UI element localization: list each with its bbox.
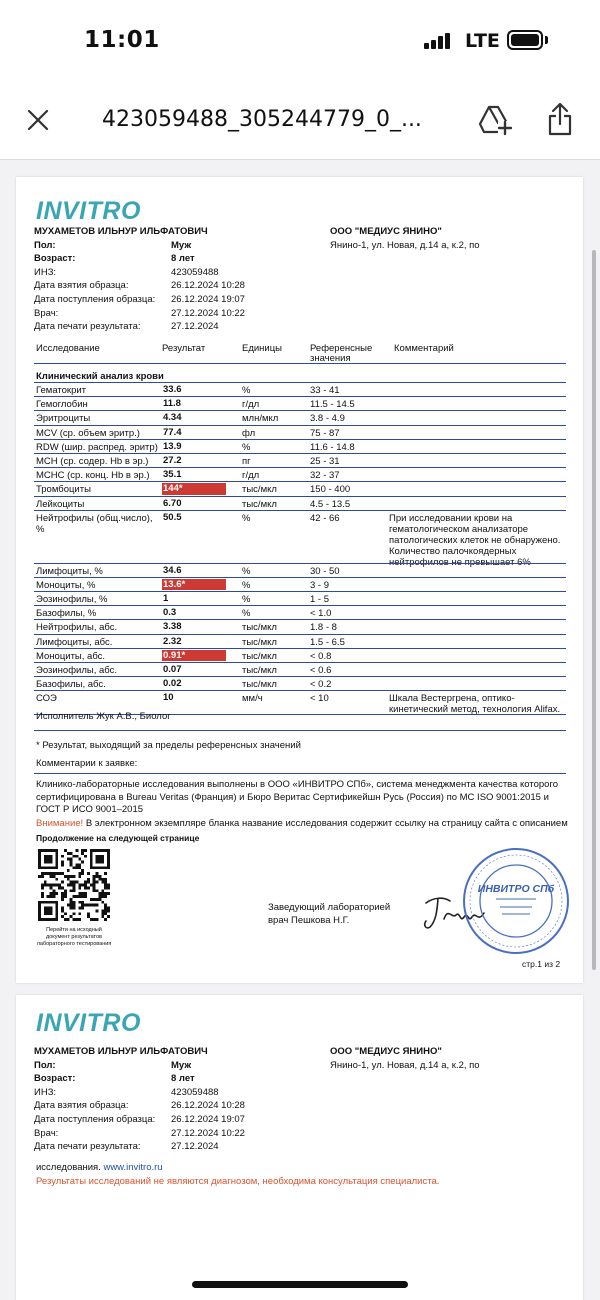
result-row [34,619,566,633]
result-name[interactable]: MCHC (ср. конц. Hb в эр.) [36,470,150,482]
network-label: LTE [465,30,500,52]
result-name[interactable]: Тромбоциты [36,484,91,496]
patient-field-value: 423059488 [171,1086,219,1098]
patient-field [34,293,324,307]
result-name[interactable]: Лимфоциты, % [36,565,103,577]
result-reference: 25 - 31 [310,455,340,467]
result-reference: 75 - 87 [310,427,340,439]
patient-info [34,225,324,334]
result-reference: < 1.0 [310,608,332,620]
result-value: 33.6 [163,384,182,395]
result-comment: При исследовании крови на гематологическом анализаторе патологических клеток не обнаружено. Количество палочкоядерных нейтрофилов не превышает 6% [389,512,561,568]
result-reference: < 0.8 [310,650,332,662]
patient-field-label: Дата поступления образца: [34,293,156,305]
header-study: Исследование [36,343,100,354]
lab-info [330,225,570,252]
footnote: * Результат, выходящий за пределы референсных значений [36,740,301,751]
qr-caption: Перейти на исходный документ результатов лабораторного тестирования [36,927,112,947]
result-name[interactable]: Гемоглобин [36,399,88,411]
result-name[interactable]: Нейтрофилы (общ.число), % [36,512,153,535]
page-number: стр.1 из 2 [522,959,561,969]
result-name[interactable]: Нейтрофилы, абс. [36,622,118,634]
header-result: Результат [162,343,206,354]
result-reference: 4.5 - 13.5 [310,498,351,510]
head-of-lab-name: врач Пешкова Н.Г. [268,914,350,926]
document-page-2 [16,995,583,1300]
result-value: 0.02 [163,678,182,690]
battery-icon [507,30,543,50]
result-unit: % [242,512,251,524]
patient-field-value: 26.12.2024 10:28 [171,280,245,292]
result-name[interactable]: СОЭ [36,693,57,705]
patient-field-value: 27.12.2024 [171,1141,219,1153]
patient-field [34,279,324,293]
result-row [34,439,566,453]
patient-field-value: 27.12.2024 10:22 [171,307,245,319]
result-name[interactable]: Базофилы, абс. [36,679,106,691]
result-value: 50.5 [163,511,182,523]
result-name[interactable]: MCV (ср. объем эритр.) [36,427,140,439]
patient-field-value: 26.12.2024 10:28 [171,1100,245,1112]
patient-field-label: Дата взятия образца: [34,1100,129,1112]
patient-field [34,1127,324,1141]
patient-name: МУХАМЕТОВ ИЛЬНУР ИЛЬФАТОВИЧ [34,226,208,237]
patient-field-label: ИНЗ: [34,1086,57,1098]
result-name[interactable]: MCH (ср. содер. Hb в эр.) [36,455,149,467]
patient-name: МУХАМЕТОВ ИЛЬНУР ИЛЬФАТОВИЧ [34,1046,208,1057]
patient-field-label: Пол: [34,239,56,251]
document-page-1 [16,177,583,983]
invitro-logo: INVITRO [36,197,141,225]
result-name[interactable]: RDW (шир. распред. эритр) [36,441,158,453]
patient-field-label: Дата печати результата: [34,321,141,333]
header-reference: Референсные значения [310,343,373,364]
result-unit: мм/ч [242,693,263,705]
close-icon[interactable] [26,108,50,132]
patient-field-label: Возраст: [34,1073,76,1085]
result-value: 2.32 [163,635,182,647]
result-row [34,563,566,577]
result-value: 1 [163,593,169,605]
result-unit: тыс/мкл [242,665,277,676]
result-unit: г/дл [242,470,260,482]
lab-address: Янино-1, ул. Новая, д.14 а, к.2, по [330,1059,480,1071]
results-table-header [34,340,566,364]
home-indicator[interactable] [192,1281,408,1288]
result-reference: 11.6 - 14.8 [310,441,355,453]
patient-field [34,1099,324,1113]
result-reference: 32 - 37 [310,470,340,482]
patient-field-value: 27.12.2024 [171,321,219,333]
lab-name: ООО "МЕДИУС ЯНИНО" [330,1046,442,1057]
result-unit: г/дл [242,399,260,411]
result-unit: пг [242,455,251,467]
result-value: 144* [162,483,226,495]
patient-field-value: 8 лет [171,1073,195,1085]
result-row [34,481,566,495]
patient-field [34,1072,324,1086]
attention-text: В электронном экземпляре бланка название исследования содержит ссылку на страницу сайта с описанием [83,818,568,829]
result-unit: % [242,441,251,453]
result-value: 13.9 [163,440,182,452]
add-to-drive-icon[interactable] [478,104,512,136]
result-reference: < 10 [310,693,329,705]
patient-field-label: Дата взятия образца: [34,280,129,292]
continued-note: Продолжение на следующей странице [36,833,200,843]
patient-field-label: Дата печати результата: [34,1141,141,1153]
result-row [34,662,566,676]
site-line-prefix: исследования. [36,1162,104,1173]
result-value: 0.07 [163,664,182,675]
result-value: 34.6 [163,564,182,576]
result-row [34,676,566,690]
result-reference: 33 - 41 [310,385,340,396]
result-unit: тыс/мкл [242,636,277,648]
result-name[interactable]: Эритроциты [36,413,91,425]
patient-info [34,1045,324,1154]
section-title: Клинический анализ крови [36,371,164,382]
result-value: 0.91* [162,650,226,662]
patient-field-label: Врач: [34,1127,59,1139]
patient-field-value: 423059488 [171,266,219,278]
result-reference: < 0.6 [310,665,332,676]
signal-icon [424,33,454,49]
result-name[interactable]: Моноциты, % [36,579,96,591]
patient-field [34,1059,324,1073]
result-row [34,510,566,568]
result-reference: 150 - 400 [310,484,351,496]
lab-address: Янино-1, ул. Новая, д.14 а, к.2, по [330,239,480,251]
scrollbar[interactable] [592,250,596,970]
result-value: 3.38 [163,621,182,633]
patient-field-value: 26.12.2024 19:07 [171,1113,245,1125]
patient-field-value: 26.12.2024 19:07 [171,293,245,305]
patient-field-label: ИНЗ: [34,266,57,278]
header-units: Единицы [242,343,283,354]
result-value: 11.8 [163,398,181,410]
result-value: 4.34 [163,412,182,424]
result-row [34,425,566,439]
patient-field [34,307,324,321]
result-reference: 1 - 5 [310,594,330,606]
result-value: 13.6* [162,579,226,591]
patient-field-value: 27.12.2024 10:22 [171,1127,245,1139]
patient-field [34,1140,324,1154]
result-row [34,648,566,662]
result-unit: тыс/мкл [242,650,277,662]
result-name[interactable]: Эозинофилы, % [36,594,108,606]
patient-field-value: Муж [171,239,192,251]
result-value: 35.1 [163,469,182,481]
head-of-lab-title: Заведующий лабораторией [268,902,391,913]
result-reference: 30 - 50 [310,565,340,577]
result-name[interactable]: Гематокрит [36,385,87,396]
result-value: 77.4 [163,426,182,438]
executor: Исполнитель Жук А.В., Биолог [36,711,171,722]
result-row [34,396,566,410]
result-reference: < 0.2 [310,679,332,691]
result-unit: тыс/мкл [242,498,277,510]
result-unit: млн/мкл [242,413,279,425]
patient-field [34,1113,324,1127]
result-unit: тыс/мкл [242,679,277,691]
patient-field-label: Возраст: [34,253,76,265]
document-viewport[interactable] [0,161,600,1300]
result-unit: тыс/мкл [242,484,277,496]
result-unit: % [242,579,251,591]
viewer-header [0,80,600,160]
patient-field-label: Пол: [34,1059,56,1071]
stamp-text: ИНВИТРО СПб [477,883,555,895]
result-row [34,634,566,648]
result-row [34,577,566,591]
patient-field [34,239,324,253]
patient-field [34,320,324,334]
attention-label: Внимание! [36,818,84,829]
lab-name: ООО "МЕДИУС ЯНИНО" [330,226,442,237]
patient-field-label: Врач: [34,307,59,319]
lab-stamp [460,845,572,957]
patient-field [34,266,324,280]
result-reference: 3 - 9 [310,579,330,591]
results-table [34,382,566,715]
result-unit: % [242,565,251,577]
result-unit: % [242,608,251,620]
patient-field [34,1086,324,1100]
certification-text: Клинико-лабораторные исследования выполнены в ООО «ИНВИТРО СПб», система менеджмента качества которого сертифицирована в Bureau Veritas (Франция) и Бюро Веритас Сертификейшн Русь (Россия) по МС ISO 9001:2015 и ГОСТ Р ИСО 9001–2015 [36,779,558,815]
site-link[interactable]: www.invitro.ru [103,1162,163,1173]
result-reference: 42 - 66 [310,512,340,524]
result-row [34,410,566,424]
result-row [34,382,566,396]
disclaimer: Результаты исследований не являются диагнозом, необходима консультация специалиста. [36,1176,440,1187]
result-reference: 11.5 - 14.5 [310,399,355,411]
site-line [36,1162,163,1175]
result-value: 0.3 [163,607,177,619]
result-unit: % [242,385,251,396]
result-row [34,496,566,510]
patient-field-value: Муж [171,1059,192,1071]
lab-info [330,1045,570,1072]
result-value: 6.70 [163,497,182,509]
header-comment: Комментарий [394,343,454,354]
status-bar [0,0,600,80]
result-comment: Шкала Вестергрена, оптико-кинетический метод, технология Alifax. [389,693,561,716]
head-of-lab [268,902,390,927]
qr-code[interactable] [38,849,110,921]
result-row [34,467,566,481]
result-row [34,453,566,467]
result-row [34,591,566,605]
comments-label: Комментарии к заявке: [36,758,138,769]
result-name[interactable]: Базофилы, % [36,608,97,620]
patient-field-label: Дата поступления образца: [34,1113,156,1125]
result-name[interactable]: Лейкоциты [36,498,85,510]
invitro-logo: INVITRO [36,1009,141,1037]
result-reference: 3.8 - 4.9 [310,413,345,425]
result-name[interactable]: Лимфоциты, абс. [36,636,113,648]
result-unit: фл [242,427,256,439]
result-unit: % [242,594,251,606]
result-name[interactable]: Эозинофилы, абс. [36,665,117,676]
attention-line [36,818,576,831]
result-value: 27.2 [163,454,182,466]
result-row [34,605,566,619]
share-icon[interactable] [547,102,573,136]
result-reference: 1.5 - 6.5 [310,636,345,648]
result-reference: 1.8 - 8 [310,622,337,634]
patient-field [34,252,324,266]
status-time: 11:01 [84,27,160,53]
document-title: 423059488_305244779_0_... [102,107,422,132]
result-unit: тыс/мкл [242,622,277,634]
result-name[interactable]: Моноциты, абс. [36,650,106,662]
patient-field-value: 8 лет [171,253,195,265]
result-value: 10 [163,692,174,704]
